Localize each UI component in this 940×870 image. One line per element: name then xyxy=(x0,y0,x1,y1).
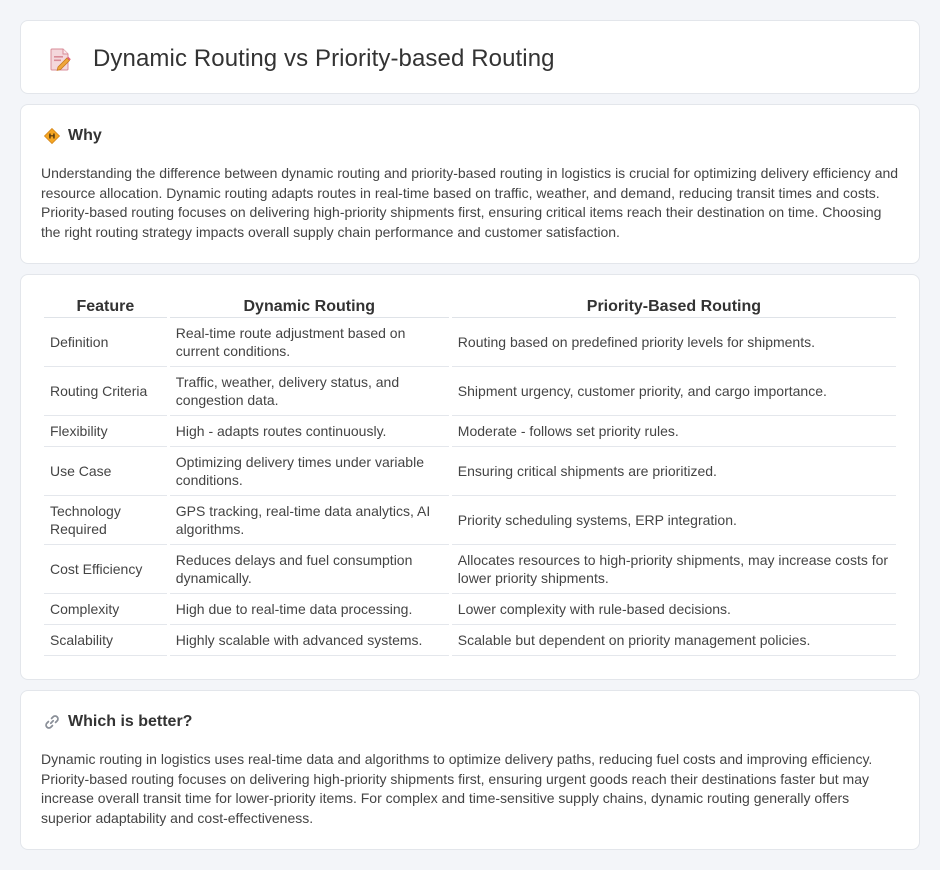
why-section xyxy=(20,104,920,264)
priority-cell: Lower complexity with rule-based decisions. xyxy=(452,594,896,625)
table-row xyxy=(44,447,896,496)
why-title: Why xyxy=(68,127,102,144)
table-row xyxy=(44,318,896,367)
dynamic-cell: Optimizing delivery times under variable conditions. xyxy=(170,447,449,496)
table-row xyxy=(44,545,896,594)
priority-cell: Routing based on predefined priority levels for shipments. xyxy=(452,318,896,367)
priority-cell: Priority scheduling systems, ERP integration. xyxy=(452,496,896,545)
header-feature: Feature xyxy=(44,297,167,318)
page-title: Dynamic Routing vs Priority-based Routing xyxy=(93,45,555,72)
header-dynamic-routing: Dynamic Routing xyxy=(170,297,449,318)
dynamic-cell: Highly scalable with advanced systems. xyxy=(170,625,449,656)
comparison-table xyxy=(41,297,899,656)
table-row xyxy=(44,594,896,625)
priority-cell: Ensuring critical shipments are prioritized. xyxy=(452,447,896,496)
table-row xyxy=(44,416,896,447)
dynamic-cell: Reduces delays and fuel consumption dynamically. xyxy=(170,545,449,594)
table-row xyxy=(44,367,896,416)
priority-cell: Moderate - follows set priority rules. xyxy=(452,416,896,447)
table-row xyxy=(44,496,896,545)
title-card xyxy=(20,20,920,94)
better-heading xyxy=(43,713,192,731)
title-row xyxy=(47,45,555,73)
priority-cell: Shipment urgency, customer priority, and cargo importance. xyxy=(452,367,896,416)
better-body: Dynamic routing in logistics uses real-time data and algorithms to optimize delivery paths, reducing fuel costs and improving efficiency. Priority-based routing focuses on delivering high-priority shipments first, ensuring urgent goods reach their destinations faster but may increase overall transit time for lower-priority items. For complex and time-sensitive supply chains, dynamic routing generally offers superior adaptability and cost-effectiveness. xyxy=(41,751,873,826)
comparison-section xyxy=(20,274,920,680)
header-priority-routing: Priority-Based Routing xyxy=(452,297,896,318)
feature-cell: Complexity xyxy=(44,594,167,625)
dynamic-cell: Traffic, weather, delivery status, and congestion data. xyxy=(170,367,449,416)
dynamic-cell: GPS tracking, real-time data analytics, AI algorithms. xyxy=(170,496,449,545)
dynamic-cell: High - adapts routes continuously. xyxy=(170,416,449,447)
better-title: Which is better? xyxy=(68,713,193,730)
feature-cell: Definition xyxy=(44,318,167,367)
table-row xyxy=(44,625,896,656)
table-header-row xyxy=(44,297,896,318)
feature-cell: Technology Required xyxy=(44,496,167,545)
priority-cell: Allocates resources to high-priority shipments, may increase costs for lower priority shipments. xyxy=(452,545,896,594)
diamond-sign-icon xyxy=(43,127,61,145)
priority-cell: Scalable but dependent on priority management policies. xyxy=(452,625,896,656)
feature-cell: Scalability xyxy=(44,625,167,656)
link-icon xyxy=(43,713,61,731)
why-body: Understanding the difference between dynamic routing and priority-based routing in logistics is crucial for optimizing delivery efficiency and resource allocation. Dynamic routing adapts routes in real-time based on traffic, weather, and demand, reducing transit times and costs. Priority-based routing focuses on delivering high-priority shipments first, ensuring critical items reach their destination on time. Choosing the right routing strategy impacts overall supply chain performance and customer satisfaction. xyxy=(41,165,899,240)
feature-cell: Cost Efficiency xyxy=(44,545,167,594)
document-pencil-icon xyxy=(47,46,73,72)
dynamic-cell: High due to real-time data processing. xyxy=(170,594,449,625)
which-is-better-section xyxy=(20,690,920,850)
feature-cell: Use Case xyxy=(44,447,167,496)
why-heading xyxy=(43,127,102,145)
dynamic-cell: Real-time route adjustment based on current conditions. xyxy=(170,318,449,367)
feature-cell: Flexibility xyxy=(44,416,167,447)
feature-cell: Routing Criteria xyxy=(44,367,167,416)
